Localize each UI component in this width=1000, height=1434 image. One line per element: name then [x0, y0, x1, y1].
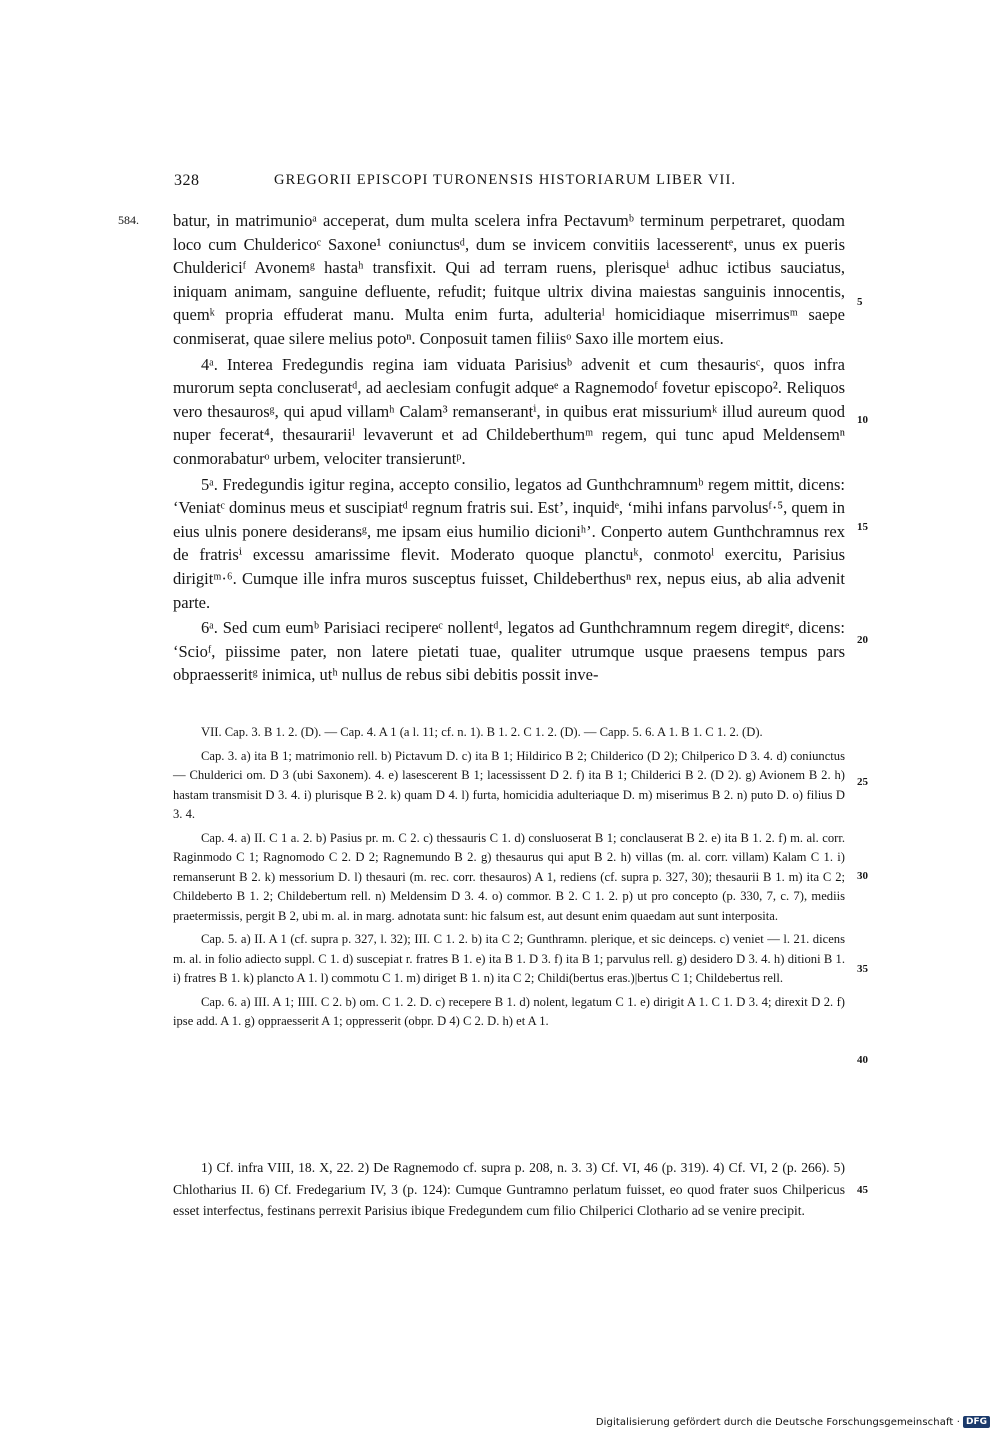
- apparatus-cap6: Cap. 6. a) III. A 1; IIII. C 2. b) om. C 1. 2. D. c) recepere B 1. d) nolent, legatum C 1. e) dirigit A 1. C 1. D 3. 4; direxit D 2. f) ipse add. A 1. g) oppraesserit A 1; oppresserit (obpr. D 4) C 2. D. h) et A 1.: [173, 994, 845, 1028]
- footnotes: [173, 1157, 845, 1222]
- apparatus-cap3: Cap. 3. a) ita B 1; matrimonio rell. b) Pictavum D. c) ita B 1; Hildirico B 2; Childerico (D 2); Chilperico D 3. 4. d) coniunctus — Chulderici om. D 3 (ubi Saxonem). 4. e) lasescerent B 1; lacessissent D 2. f) ita B 1; Childerici B 2. (D 2). g) Avionem B 2. h) hastam transmisit D 3. 4. i) plurisque B 2. k) quam D 4. l) furta, homicidia adulteriaque D. m) miserimus B 2. n) puto D. o) filius D 3. 4.: [173, 748, 845, 821]
- margin-year: 584.: [118, 213, 139, 227]
- dfg-logo: DFG: [963, 1416, 990, 1428]
- running-title: GREGORII EPISCOPI TURONENSIS HISTORIARUM LIBER VII.: [274, 172, 737, 188]
- line-number: 30: [857, 870, 868, 882]
- apparatus-cap5: Cap. 5. a) II. A 1 (cf. supra p. 327, l. 32); III. C 1. 2. b) ita C 2; Gunthramn. plerique, et sic deinceps. c) veniet — l. 21. dicens m. al. in folio adiecto suppl. C 1. d) suscepiat r. fratres B 1. e) ita B 1. D 3. f) ita B 1; parvulus rell. g) desidero D 3. 4. h) ditioni B 1. i) fratres B 1. k) plancto A 1. l) commotu C 1. m) diriget B 1. n) ita C 2; Childi(bertus eras.)|bertus C 1; Childebertus rell.: [173, 932, 845, 985]
- line-number: 15: [857, 521, 868, 533]
- paragraph-cap3: batur, in matrimunioᵃ acceperat, dum multa scelera infra Pectavumᵇ terminum perpetraret, quodam loco cum Chuldericoᶜ Saxone¹ coniunctusᵈ, dum se invicem convitiis lacesserentᵉ, unus ex pueris Chuldericiᶠ Avonemᵍ hastaʰ transfixit. Qui ad terram ruens, plerisqueⁱ adhuc ictibus sauciatus, iniquam animam, sanguine defluente, refudit; fuitque ultrix divina maiestas sanguinis innocentis, quemᵏ propria effuderat manu. Multa enim furta, adulteriaˡ homicidiaque miserrimusᵐ saepe conmiserat, quae silere melius potoⁿ. Conposuit tamen filiisᵒ Saxo ille mortem eius.: [173, 211, 845, 348]
- critical-apparatus: [173, 723, 845, 1032]
- paragraph-cap4: 4ᵃ. Interea Fredegundis regina iam viduata Parisiusᵇ advenit et cum thesaurisᶜ, quos infra murorum septa concluseratᵈ, ad aeclesiam confugit adqueᵉ a Ragnemodoᶠ fovetur episcopo². Reliquos vero thesaurosᵍ, qui apud villamʰ Calam³ remanserantⁱ, in quibus erat missuriumᵏ illud aureum quod nuper fecerat⁴, thesaurariiˡ levaverunt et ad Childeberthumᵐ regem, qui tunc apud Meldensemⁿ conmorabaturᵒ urbem, velociter transieruntᵖ.: [173, 354, 845, 468]
- line-number: 45: [857, 1184, 868, 1196]
- apparatus-sources: VII. Cap. 3. B 1. 2. (D). — Cap. 4. A 1 (a l. 11; cf. n. 1). B 1. 2. C 1. 2. (D). — Capp. 5. 6. A 1. B 1. C 1. 2. (D).: [201, 725, 763, 739]
- paragraph-cap6: 6ᵃ. Sed cum eumᵇ Parisiaci recipereᶜ nollentᵈ, legatos ad Gunthchramnum regem diregitᵉ, dicens: ‘Scioᶠ, piissime pater, non latere pietati tuae, qualiter utrumque usque praesens tempus pars obpraesseritᵍ inimica, utʰ nullus de rebus sibi debitis possit inve-: [173, 618, 845, 685]
- paragraph-cap5: 5ᵃ. Fredegundis igitur regina, accepto consilio, legatos ad Gunthchramnumᵇ regem mittit, dicens: ‘Veniatᶜ dominus meus et suscipiatᵈ regnum fratris sui. Est’, inquidᵉ, ‘mihi infans parvolusᶠ·⁵, quem in eius ulnis ponere desideransᵍ, me ipsam eius humilio dicioniʰ’. Conperto autem Gunthchramnus rex de fratrisⁱ excessu amarissime flevit. Moderato quoque planctuᵏ, conmotoˡ exercitu, Parisius dirigitᵐ·⁶. Cumque ille infra muros susceptus fuisset, Childeberthusⁿ rex, nepus eius, ab alia advenit parte.: [173, 474, 845, 612]
- apparatus-cap4: Cap. 4. a) II. C 1 a. 2. b) Pasius pr. m. C 2. c) thessauris C 1. d) consluoserat B 1; conclauserat B 2. e) ita B 1. 2. f) m. al. corr. Raginmodo C 1; Ragnomodo C 2. D 2; Ragnemundo B 2. g) thesaurus qui aput B 2. h) villas (m. al. corr. villam) Kalam C 1. i) remanserunt B 2. k) messorium D. l) thesauri (m. rec. corr. thesauros) A 1, rediens (cf. supra p. 327, 30); thesaurii B 1. m) ita C 2; Childeberto B 1. 2; Childebertum rell. n) Meldensim D 3. 4. o) commor. B 2. C 1. 2. p) ut pro concepto (p. 330, 7, c. 7), mediis praetermissis, pergit B 2, ubi m. al. in marg. adnotata sunt: hic falsum est, aut desunt enim quaedam aut sunt interposita.: [173, 830, 845, 923]
- digitization-footer: [596, 1414, 990, 1430]
- line-number: 25: [857, 776, 868, 788]
- footer-credit: Digitalisierung gefördert durch die Deutsche Forschungsgemeinschaft ·: [595, 1416, 960, 1428]
- page-number: 328: [174, 172, 200, 189]
- main-text: [173, 209, 845, 687]
- running-head: [174, 172, 846, 196]
- line-number: 10: [857, 414, 868, 426]
- line-number: 20: [857, 634, 868, 646]
- footnote-block: 1) Cf. infra VIII, 18. X, 22. 2) De Ragnemodo cf. supra p. 208, n. 3. 3) Cf. VI, 46 (p. 319). 4) Cf. VI, 2 (p. 266). 5) Chlotharius II. 6) Cf. Fredegarium IV, 3 (p. 124): Cumque Guntramno perlatum fuisset, eo quod frater suos Chilpericus esset interfectus, festinans perrexit Parisius ibique Fredegundem cum filio Chilperici Clothario ad se venire precipit.: [173, 1160, 845, 1218]
- line-number: 35: [857, 963, 868, 975]
- line-number: 5: [857, 296, 863, 308]
- line-number: 40: [857, 1054, 868, 1066]
